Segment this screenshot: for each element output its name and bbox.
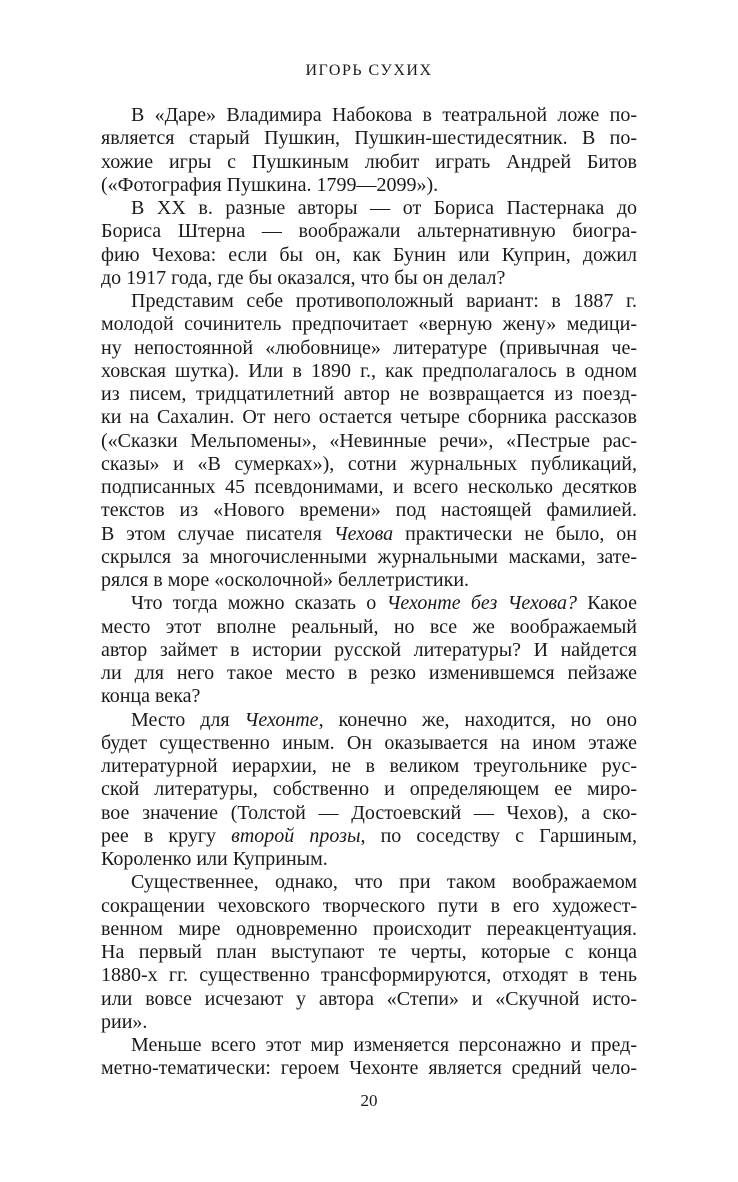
body-text (101, 104, 637, 1081)
text-line (101, 592, 637, 615)
text-segment: практически не было, он (393, 522, 637, 545)
text-line (101, 127, 637, 150)
text-segment: рее в кругу (101, 824, 232, 847)
text-line (101, 1034, 637, 1057)
text-segment: Меньше всего этот мир изменяется персонажно и пред- (131, 1034, 637, 1056)
text-segment: ховская шутка). Или в 1890 г., как предполагалось в одном (101, 359, 637, 382)
text-segment: , конечно же, находится, но оно (318, 708, 637, 731)
text-line (101, 941, 637, 964)
text-line (101, 964, 637, 987)
text-segment: Представим себе противоположный вариант: в 1887 г. (131, 290, 637, 312)
text-line (101, 732, 637, 755)
text-segment: рии». (101, 1010, 148, 1033)
text-segment: вое значение (Толстой — Достоевский — Чехов), а ско- (101, 801, 637, 824)
italic-text: второй прозы (231, 824, 361, 847)
text-line (101, 104, 637, 127)
text-segment: место этот вполне реальный, но все же воображаемый (101, 615, 637, 638)
text-segment: текстов из «Нового времени» под настоящей фамилией. (101, 499, 637, 522)
text-segment: является старый Пушкин, Пушкин-шестидесятник. В по- (101, 127, 637, 150)
text-line (101, 197, 637, 220)
text-line (101, 616, 637, 639)
text-line (101, 523, 637, 546)
text-line (101, 244, 637, 267)
text-line (101, 1011, 637, 1034)
text-segment: ской литературы, собственно и определяющем ее миро- (101, 778, 637, 801)
text-segment: Какое (576, 592, 637, 615)
text-line (101, 151, 637, 174)
text-line (101, 825, 637, 848)
text-line (101, 569, 637, 592)
text-segment: молодой сочинитель предпочитает «верную жену» медици- (101, 313, 637, 336)
text-segment: Место для (131, 708, 245, 731)
text-segment: венном мире одновременно происходит переакцентуация. (101, 917, 637, 940)
text-line (101, 546, 637, 569)
text-line (101, 174, 637, 197)
text-segment: ну непостоянной «любовнице» литературе (привычная че- (101, 336, 637, 359)
text-line (101, 709, 637, 732)
text-line (101, 406, 637, 429)
text-segment: Существеннее, однако, что при таком воображаемом (131, 871, 637, 894)
text-line (101, 918, 637, 941)
text-line (101, 1057, 637, 1080)
text-segment: фию Чехова: если бы он, как Бунин или Куприн, дожил (101, 243, 637, 266)
text-segment: подписанных 45 псевдонимами, и всего несколько десятков (101, 476, 637, 498)
running-head: ИГОРЬ СУХИХ (305, 62, 433, 79)
text-line (101, 685, 637, 708)
text-line (101, 755, 637, 778)
text-line (101, 639, 637, 662)
text-segment: В этом случае писателя (101, 522, 334, 545)
text-segment: ки на Сахалин. От него остается четыре сборника рассказов (101, 406, 637, 429)
text-line (101, 267, 637, 290)
text-segment: 1880-х гг. существенно трансформируются, отходят в тень (101, 964, 637, 987)
text-line (101, 337, 637, 360)
text-segment: Бориса Штерна — воображали альтернативную биогра- (101, 220, 637, 243)
text-line (101, 871, 637, 894)
text-segment: из писем, тридцатилетний автор не возвращается из поезд- (101, 383, 637, 405)
text-segment: хожие игры с Пушкиным любит играть Андрей Битов (101, 150, 637, 173)
text-segment: На первый план выступают те черты, которые с конца (101, 941, 637, 963)
italic-text: Чехонте без Чехова? (386, 592, 577, 615)
italic-text: Чехова (333, 522, 394, 545)
text-line (101, 476, 637, 499)
text-line (101, 453, 637, 476)
text-line (101, 848, 637, 871)
text-segment: Короленко или Куприным. (101, 848, 328, 870)
text-segment: ли для него такое место в резко изменившемся пейзаже (101, 662, 637, 684)
text-segment: рялся в море «осколочной» беллетристики. (101, 569, 470, 591)
text-segment: сокращении чеховского творческого пути в его художест- (101, 894, 637, 917)
text-segment: до 1917 года, где бы оказался, что бы он делал? (101, 266, 506, 289)
text-line (101, 290, 637, 313)
text-segment: или вовсе исчезают у автора «Степи» и «Скучной исто- (101, 987, 637, 1010)
text-line (101, 313, 637, 336)
text-segment: Что тогда можно сказать о (131, 592, 387, 615)
italic-text: Чехонте (244, 708, 319, 731)
text-segment: автор займет в истории русской литературы? И найдется (101, 638, 637, 661)
page-number: 20 (360, 1091, 378, 1110)
text-line (101, 430, 637, 453)
text-segment: литературной иерархии, не в великом треугольнике рус- (101, 755, 637, 777)
text-line (101, 383, 637, 406)
text-segment: сказы» и «В сумерках»), сотни журнальных публикаций, (101, 452, 637, 475)
text-segment: конца века? (101, 685, 201, 708)
text-segment: («Фотография Пушкина. 1799—2099»). (101, 173, 439, 196)
text-line (101, 988, 637, 1011)
text-segment: В «Даре» Владимира Набокова в театральной ложе по- (131, 104, 637, 126)
text-line (101, 662, 637, 685)
text-segment: скрылся за многочисленными журнальными масками, зате- (101, 545, 637, 568)
text-segment: («Сказки Мельпомены», «Невинные речи», «Пестрые рас- (101, 429, 637, 452)
text-segment: , по соседству с Гаршиным, (360, 824, 637, 847)
text-segment: В XX в. разные авторы — от Бориса Пастернака до (131, 197, 637, 219)
text-line (101, 360, 637, 383)
text-line (101, 778, 637, 801)
text-line (101, 499, 637, 522)
text-line (101, 802, 637, 825)
text-segment: метно-тематически: героем Чехонте является средний чело- (101, 1057, 637, 1080)
text-line (101, 220, 637, 243)
text-segment: будет существенно иным. Он оказывается на ином этаже (101, 731, 637, 754)
text-line (101, 895, 637, 918)
